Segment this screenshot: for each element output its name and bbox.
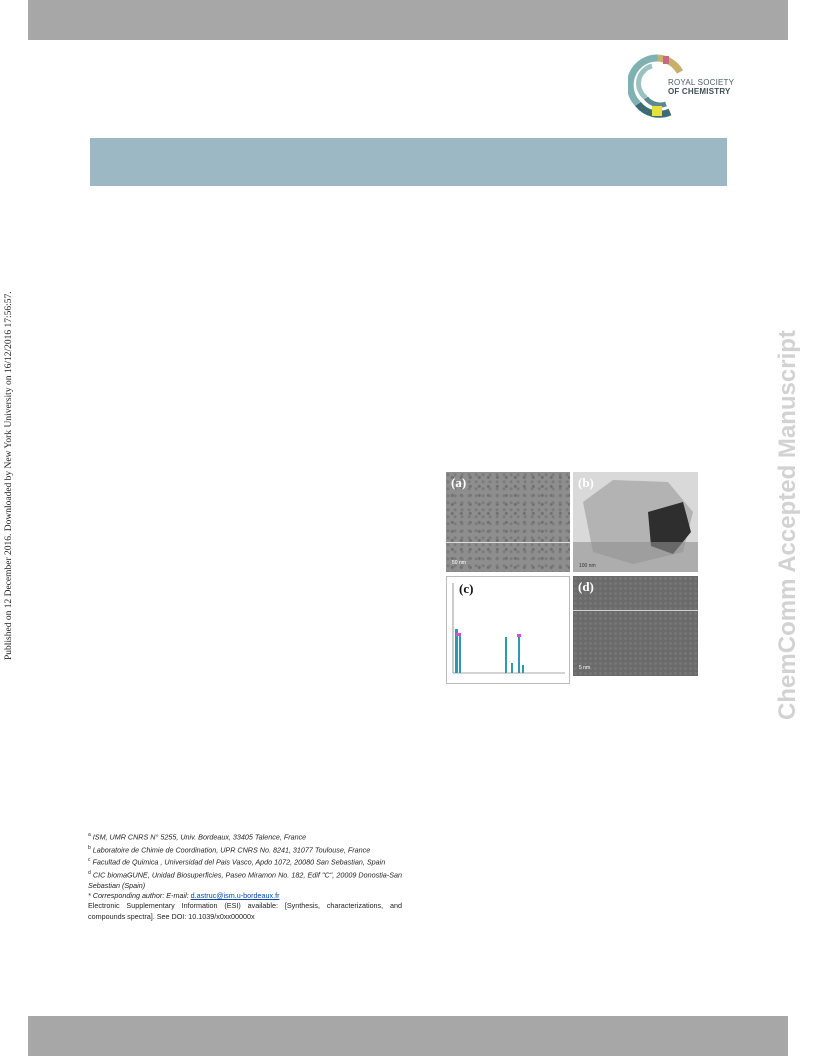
panel-d-label: (d) (578, 579, 594, 594)
footnote-a-marker: a (88, 832, 91, 838)
footnote-d-text: CIC biomaGUNE, Unidad Biosuperficies, Paseo Miramon No. 182, Edif "C", 20009 Donostia-San Sebastian (Spain) (88, 870, 402, 890)
panel-c-label: (c) (459, 581, 474, 596)
figure-panel-d (573, 576, 698, 676)
tem-figure (446, 472, 698, 684)
panel-b-scale: 100 nm (579, 563, 596, 569)
panel-b-label: (b) (578, 475, 594, 490)
corresponding-email-link[interactable]: d.astruc@ism.u-bordeaux.fr (190, 891, 280, 901)
esi-note: Electronic Supplementary Information (ESI) available: [Synthesis, characterizations, and compounds spectra]. See DOI: 10.1039/x0xx00000x (88, 901, 402, 921)
corresponding-author-prefix: * Corresponding author: E-mail: (88, 891, 191, 901)
footnote-b-text: Laboratoire de Chimie de Coordination, UPR CNRS No. 8241, 31077 Toulouse, France (92, 845, 371, 855)
footnotes (88, 830, 402, 922)
top-bar (28, 0, 788, 40)
footnote-b-marker: b (88, 844, 91, 851)
footnote-d-marker: d (88, 870, 91, 877)
figure-panel-b (573, 472, 698, 572)
rsc-logo-text (668, 78, 734, 96)
footnote-b (88, 843, 402, 856)
rsc-logo (628, 52, 735, 118)
footnote-a (88, 830, 402, 843)
accepted-manuscript-watermark: ChemComm Accepted Manuscript (774, 330, 801, 720)
corresponding-author (88, 891, 402, 901)
footnote-a-text: ISM, UMR CNRS N° 5255, Univ. Bordeaux, 33405 Talence, France (92, 832, 307, 842)
panel-a-line (446, 542, 570, 543)
panel-a-label: (a) (451, 475, 467, 490)
panel-c-spectrum (447, 577, 569, 683)
footnote-c-marker: c (88, 857, 91, 864)
footnote-c (88, 855, 402, 868)
rsc-logo-line2: OF CHEMISTRY (668, 87, 731, 96)
title-band (90, 138, 727, 186)
figure-panel-a (446, 472, 570, 572)
bottom-bar (28, 1016, 788, 1056)
figure-panel-c (446, 576, 570, 684)
footnote-c-text: Facultad de Quimica , Universidad del Pais Vasco, Apdo 1072, 20080 San Sebastian, Spain (92, 857, 386, 867)
rsc-logo-line1: ROYAL SOCIETY (668, 78, 735, 87)
panel-d-line (573, 610, 698, 611)
published-notice: Published on 12 December 2016. Downloaded by New York University on 16/12/2016 17:56:57. (4, 291, 14, 660)
panel-a-scale: 50 nm (452, 560, 466, 566)
footnote-d (88, 868, 402, 891)
panel-d-scale: 5 nm (579, 665, 591, 671)
